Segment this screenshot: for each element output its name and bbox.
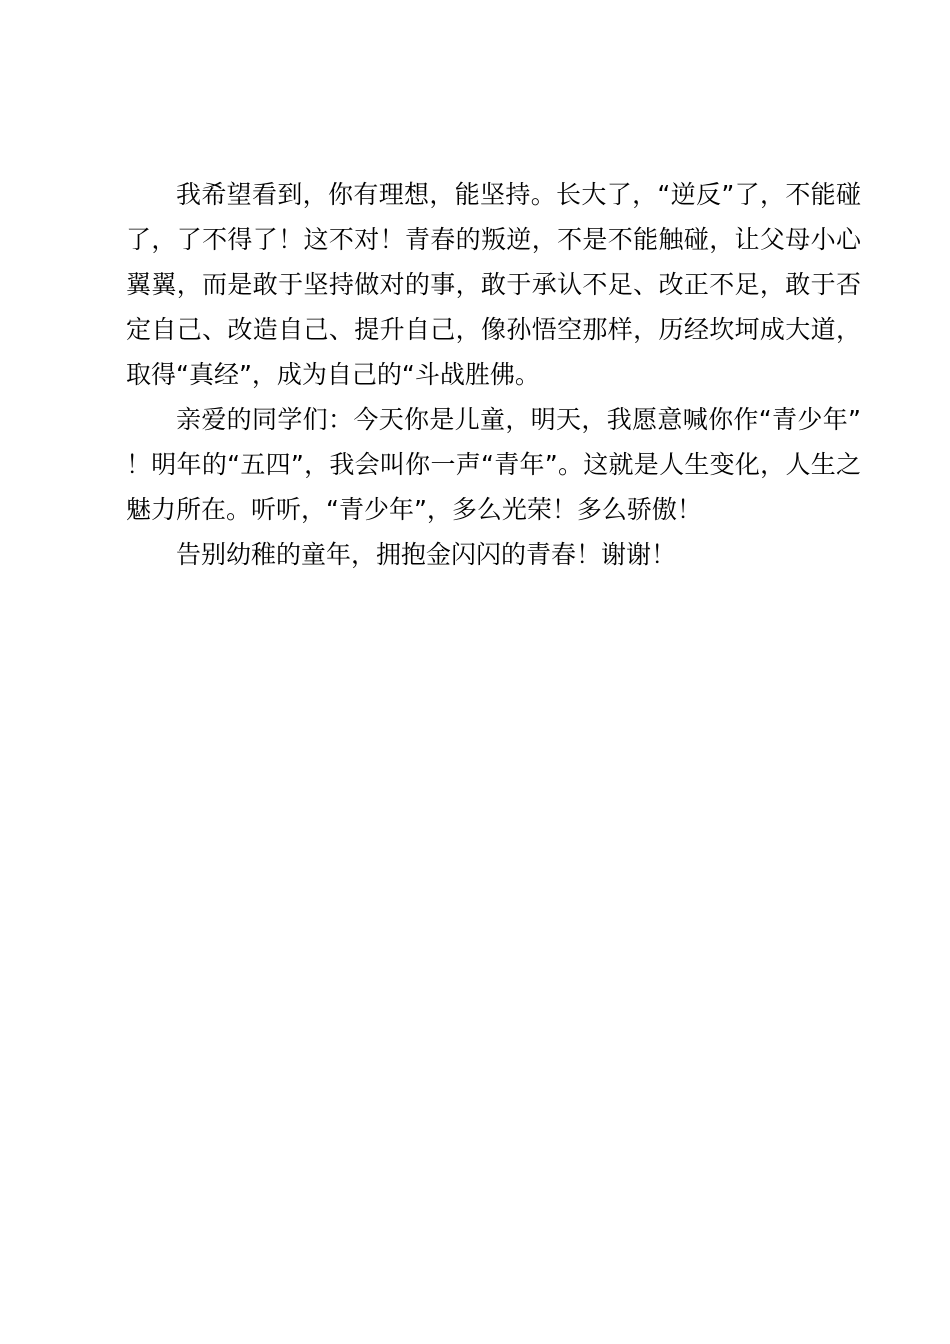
paragraph-3: 告别幼稚的童年，拥抱金闪闪的青春！谢谢！	[176, 540, 677, 569]
paragraph-2: 亲爱的同学们：今天你是儿童，明天，我愿意喊你作“青少年”！明年的“五四”，我会叫你一声“青年”。这就是人生变化，人生之魅力所在。听听，“青少年”，多么光荣！多么骄傲！	[126, 405, 861, 524]
document-body	[126, 172, 861, 577]
paragraph-1: 我希望看到，你有理想，能坚持。长大了，“逆反”了，不能碰了，了不得了！这不对！青春的叛逆，不是不能触碰，让父母小心翼翼，而是敢于坚持做对的事，敢于承认不足、改正不足，敢于否定自己、改造自己、提升自己，像孙悟空那样，历经坎坷成大道，取得“真经”，成为自己的“斗战胜佛。	[126, 180, 861, 389]
